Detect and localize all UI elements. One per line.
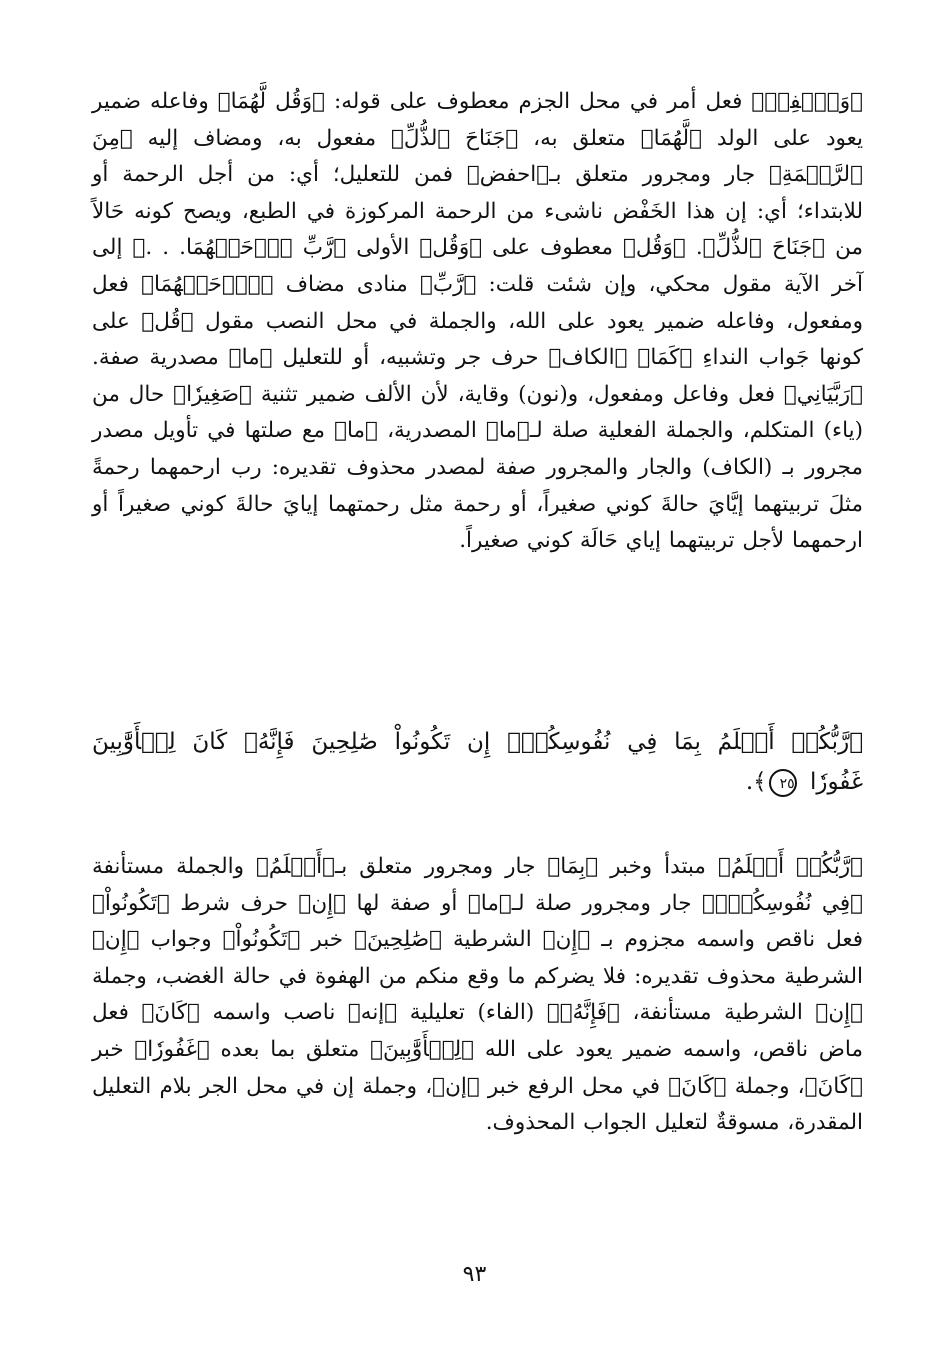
commentary-paragraph-1: ﴿وَٱخۡفِضۡ﴾ فعل أمر في محل الجزم معطوف على قوله: ﴿وَقُل لَّهُمَا﴾ وفاعله ضمير يعود على الولد ﴿لَّهُمَا﴾ متعلق به، ﴿جَنَاحَ ٱلذُّلِّ﴾ مفعول به، ومضاف إليه ﴿مِنَ ٱلرَّحۡمَةِ﴾ جار ومجرور متعلق بـ﴿احفض﴾ فمن للتعليل؛ أي: من أجل الرحمة أو للابتداء؛ أي: إن هذا الخَفْض ناشىء من الرحمة المركوزة في الطبع، ويصح كونه حَالاً من ﴿جَنَاحَ ٱلذُّلِّ﴾. ﴿وَقُل﴾ معطوف على ﴿وَقُل﴾ الأولى ﴿رَّبِّ ٱرۡحَمۡهُمَا. . .﴾ إلى آخر الآية مقول محكي، وإن شئت قلت: ﴿رَّبِّ﴾ منادى مضاف ﴿ٱرۡحَمۡهُمَا﴾ فعل ومفعول، وفاعله ضمير يعود على الله، والجملة في محل النصب مقول ﴿قُل﴾ على كونها جَواب النداءِ ﴿كَمَا﴾ ﴿الكاف﴾ حرف جر وتشبيه، أو للتعليل ﴿ما﴾ مصدرية صفة. ﴿رَبَّيَانِي﴾ فعل وفاعل ومفعول، و(نون) وقاية، لأن الألف ضمير تثنية ﴿صَغِيرٗا﴾ حال من (ياء) المتكلم، والجملة الفعلية صلة لـ﴿ما﴾ المصدرية، ﴿ما﴾ مع صلتها في تأويل مصدر مجرور بـ (الكاف) والجار والمجرور صفة لمصدر محذوف تقديره: رب ارحمهما رحمةً مثلَ تربيتهما إيَّايَ حالةَ كوني صغيراً، أو رحمة مثل رحمتهما إيايَ حالةَ كوني صغيراً أو ارحمهما لأجل تربيتهما إياي حَالَة كوني صغيراً. <box>92 89 863 554</box>
verse-text: ﴿رَّبُّكُمۡ أَعۡلَمُ بِمَا فِي نُفُوسِكُمۡۚ إِن تَكُونُواْ صَٰلِحِينَ فَإِنَّهُۥ كَانَ لِلۡأَوَّٰبِينَ غَفُورٗا <box>92 729 863 795</box>
page-number: ٩٣ <box>462 1262 487 1287</box>
verse-closing: ﴾. <box>745 769 767 795</box>
quran-verse <box>92 722 863 802</box>
ayah-number-marker: ٢٥ <box>769 769 797 797</box>
commentary-paragraph-2: ﴿رَّبُّكُمۡ أَعۡلَمُ﴾ مبتدأ وخبر ﴿بِمَا﴾ جار ومجرور متعلق بـ﴿أَعۡلَمُ﴾ والجملة مستأنفة ﴿فِي نُفُوسِكُمۡۚ﴾ جار ومجرور صلة لـ﴿ما﴾ أو صفة لها ﴿إِن﴾ حرف شرط ﴿تَكُونُواْ﴾ فعل ناقص واسمه مجزوم بـ ﴿إِن﴾ الشرطية ﴿صَٰلِحِينَ﴾ خبر ﴿تَكُونُواْ﴾ وجواب ﴿إِن﴾ الشرطية محذوف تقديره: فلا يضركم ما وقع منكم من الهفوة في حالة الغضب، وجملة ﴿إِن﴾ الشرطية مستأنفة، ﴿فَإِنَّهُۥ﴾ (الفاء) تعليلية ﴿إنه﴾ ناصب واسمه ﴿كَانَ﴾ فعل ماض ناقص، واسمه ضمير يعود على الله ﴿لِلۡأَوَّٰبِينَ﴾ متعلق بما بعده ﴿غَفُورٗا﴾ خبر ﴿كَانَ﴾، وجملة ﴿كَانَ﴾ في محل الرفع خبر ﴿إن﴾، وجملة إن في محل الجر بلام التعليل المقدرة، مسوقةٌ لتعليل الجواب المحذوف. <box>92 854 863 1136</box>
